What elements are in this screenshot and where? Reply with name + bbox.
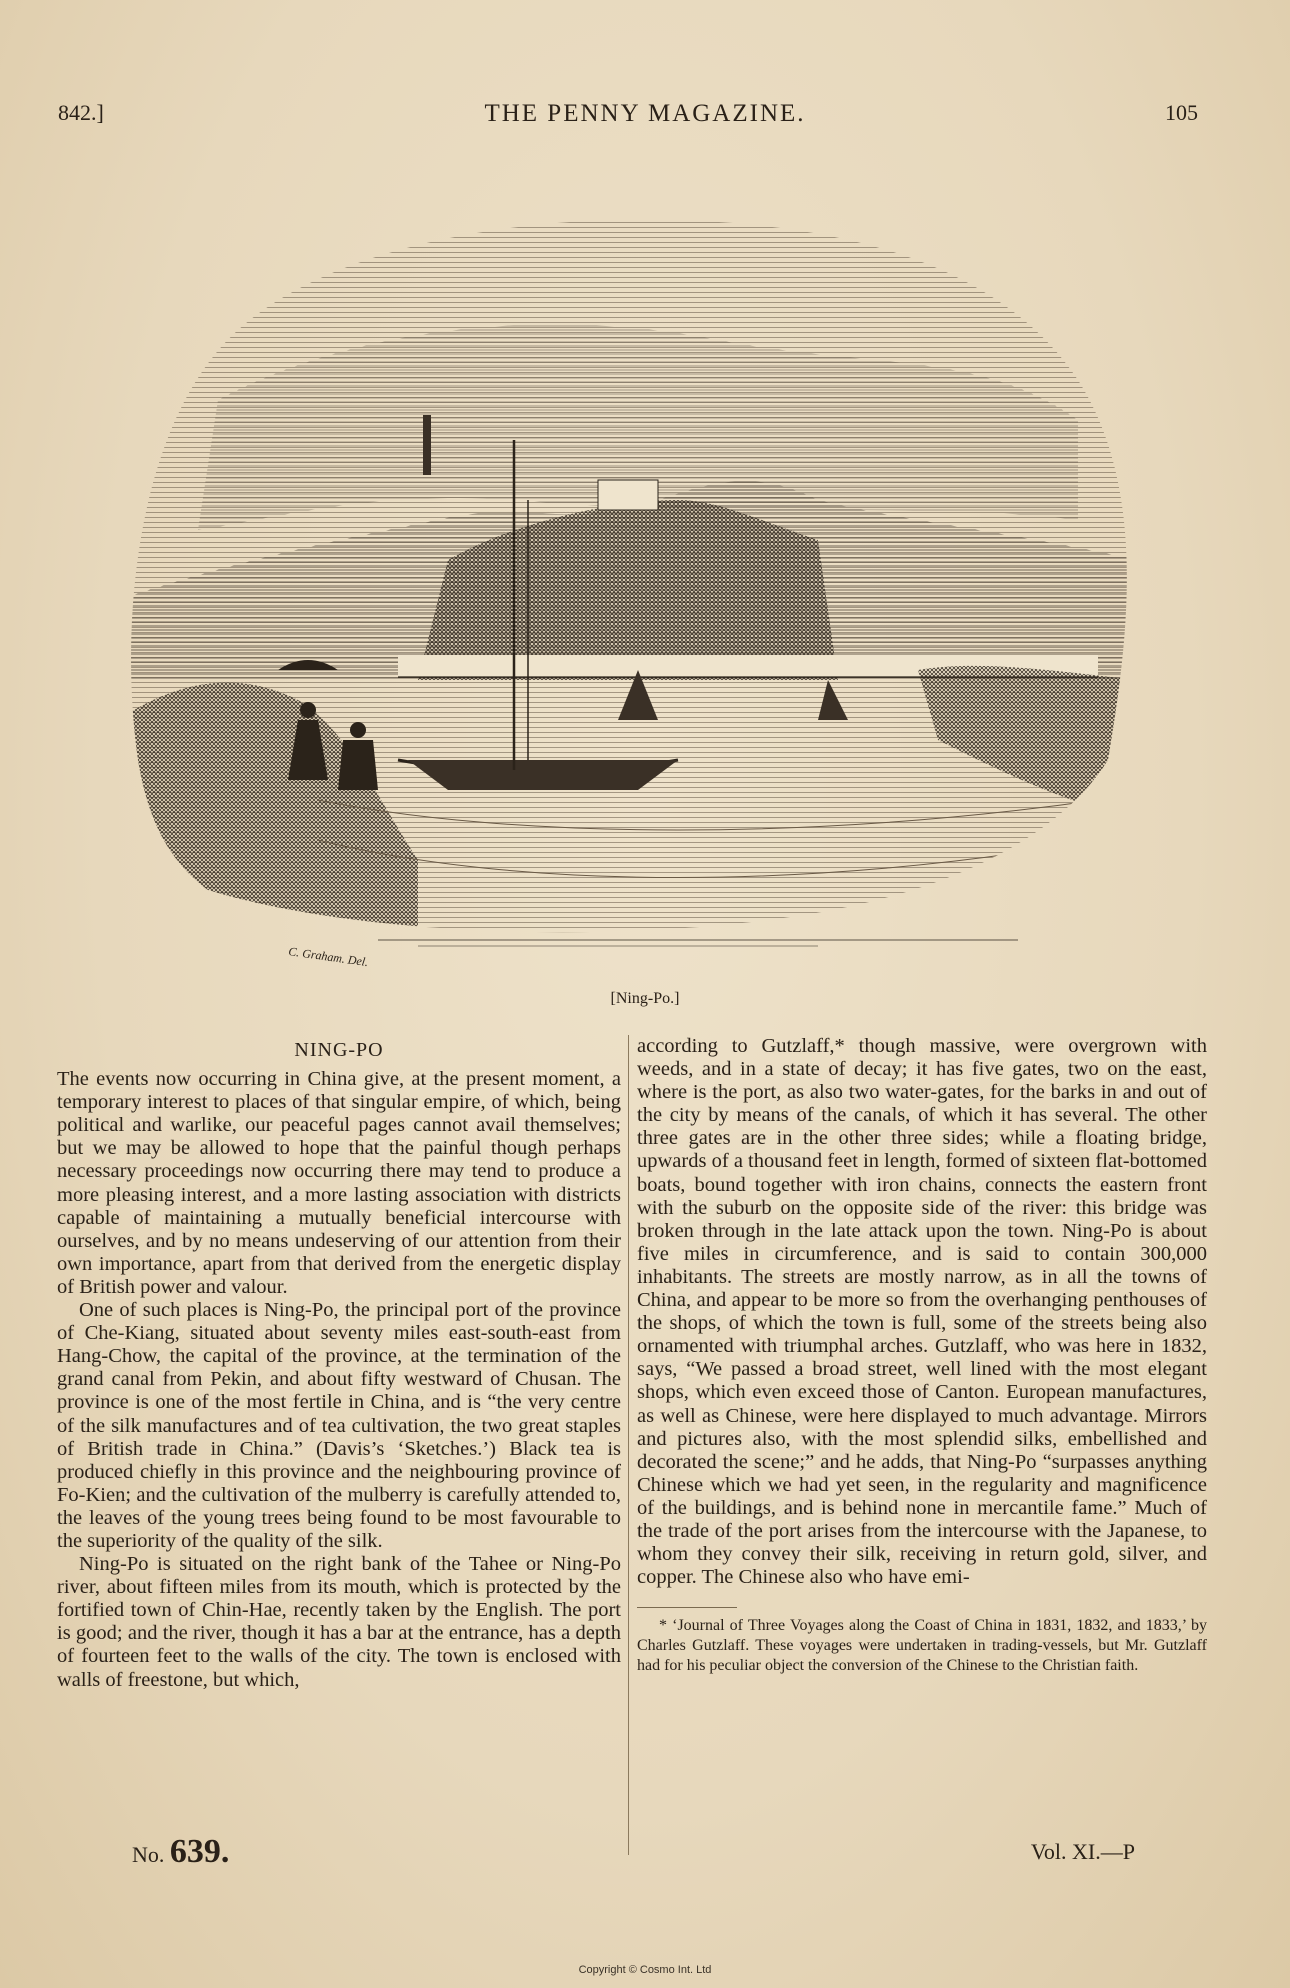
paragraph: Ning-Po is situated on the right bank of the Tahee or Ning-Po river, about fifteen miles from its mouth, which is protected by the fortified town of Chin-Hae, recently taken by the English. The port is good; and the river, though it has a bar at the entrance, has a depth of fourteen feet to the walls of the city. The town is enclosed with walls of freestone, but which, — [57, 1553, 621, 1691]
article-title: NING-PO — [294, 1039, 384, 1061]
running-head — [0, 100, 1290, 140]
footnote-rule — [637, 1607, 737, 1608]
issue-number-label: No. — [132, 1842, 165, 1867]
paragraph: One of such places is Ning-Po, the principal port of the province of Che-Kiang, situated about seventy miles east-south-east from Hang-Chow, the capital of the province, at the termination of the grand canal from Pekin, and about fifty westward of Chusan. The province is one of the most fertile in China, and is “the very centre of the silk manufactures and of tea cultivation, the two great staples of British trade in China.” (Davis’s ‘Sketches.’) Black tea is produced chiefly in this province and the neighbouring province of Fo-Kien; and the cultivation of the mulberry is carefully attended to, the leaves of the young trees being found to be most favourable to the superiority of the quality of the silk. — [57, 1299, 621, 1552]
footnote: * ‘Journal of Three Voyages along the Coast of China in 1831, 1832, and 1833,’ by Charles Gutzlaff. These voyages were undertaken in trading-vessels, but Mr. Gutzlaff had for his peculiar object the conversion of the Chinese to the Christian faith. — [637, 1617, 1207, 1675]
paragraph: The events now occurring in China give, at the present moment, a temporary interest to places of that singular empire, of which, being political and warlike, our peaceful pages cannot avail themselves; but we may be allowed to hope that the painful though perhaps necessary proceedings now occurring there may tend to produce a more pleasing interest, and a more lasting association with districts capable of maintaining a mutually beneficial intercourse with ourselves, and by no means undeserving of our attention from their own importance, apart from that derived from the energetic display of British power and valour. — [57, 1068, 621, 1298]
volume-signature: Vol. XI.—P — [1030, 1839, 1135, 1864]
column-rule — [628, 1035, 629, 1855]
engraver-signature: C. Graham. Del. — [287, 944, 370, 970]
illustration-caption: [Ning-Po.] — [610, 990, 680, 1007]
magazine-title: THE PENNY MAGAZINE. — [484, 100, 806, 127]
page-footer — [0, 1833, 1290, 1883]
ning-po-engraving — [118, 200, 1138, 980]
issue-number — [132, 1833, 229, 1871]
paragraph: according to Gutzlaff,* though massive, were overgrown with weeds, and in a state of decay; it has five gates, two on the east, where is the port, as also two water-gates, for the barks in and out of the city by means of the canals, of which it has several. The other three gates are in the other three sides; while a floating bridge, upwards of a thousand feet in length, formed of sixteen flat-bottomed boats, bound together with iron chains, connects the eastern front with the suburb on the opposite side of the river: this bridge was broken through in the late attack upon the town. Ning-Po is about five miles in circumference, and is said to contain 300,000 inhabitants. The streets are mostly narrow, as in all the towns of China, and appear to be more so from the overhanging penthouses of the shops, of which the town is full, some of the streets being also ornamented with triumphal arches. Gutzlaff, who was here in 1832, says, “We passed a broad street, well lined with the most elegant shops, which even exceed those of Canton. European manufactures, as well as Chinese, were here displayed to much advantage. Mirrors and pictures also, with the most splendid silks, embellished and decorated the scene;” and he adds, that Ning-Po “surpasses anything Chinese which we had yet seen, in the regularity and magnificence of the buildings, and is behind none in mercantile fame.” Much of the trade of the port arises from the intercourse with the Japanese, to whom they convey their silk, receiving in return gold, silver, and copper. The Chinese also who have emi- — [637, 1035, 1207, 1589]
left-column — [57, 1035, 621, 1692]
header-left: 842.] — [58, 100, 104, 125]
right-column — [637, 1035, 1207, 1676]
copyright-notice: Copyright © Cosmo Int. Ltd — [578, 1964, 712, 1976]
issue-number-value: 639. — [169, 1833, 230, 1870]
page-number: 105 — [1165, 100, 1198, 125]
